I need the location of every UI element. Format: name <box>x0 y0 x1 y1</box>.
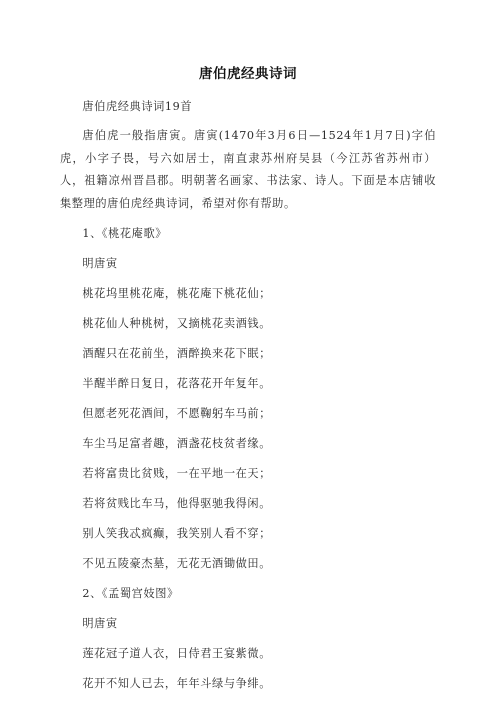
poem-line: 若将富贵比贫贱，一在平地一在天； <box>82 467 271 480</box>
poem-heading: 1、《桃花庵歌》 <box>82 227 168 240</box>
intro-paragraph: 唐伯虎一般指唐寅。唐寅(1470年3月6日—1524年1月7日)字伯虎，小字子畏，号六如居士，南直隶苏州府吴县（今江苏省苏州市）人，祖籍凉州晋昌郡。明朝著名画家、书法家、诗人。下面是本店铺收集整理的唐伯虎经典诗词，希望对你有帮助。 <box>60 129 436 210</box>
poem-author: 明唐寅 <box>82 257 118 270</box>
poem-line: 半醒半醉日复日，花落花开年复年。 <box>82 377 271 390</box>
poem-line: 莲花冠子道人衣，日侍君王宴紫微。 <box>82 647 271 660</box>
poem-line: 别人笑我忒疯癫，我笑别人看不穿； <box>82 527 271 540</box>
poem-line: 车尘马足富者趣，酒盏花枝贫者缘。 <box>82 437 271 450</box>
poem-line: 若将贫贱比车马，他得驱驰我得闲。 <box>82 497 271 510</box>
poem-line: 但愿老死花酒间，不愿鞠躬车马前； <box>82 407 271 420</box>
poem-heading: 2、《孟蜀宫妓图》 <box>82 587 179 600</box>
poem-line: 酒醒只在花前坐，酒醉换来花下眠； <box>82 347 271 360</box>
poem-line: 花开不知人已去，年年斗绿与争绯。 <box>82 677 271 690</box>
poem-line: 不见五陵豪杰墓，无花无酒锄做田。 <box>82 557 271 570</box>
poem-author: 明唐寅 <box>82 617 118 630</box>
poem-line: 桃花坞里桃花庵，桃花庵下桃花仙； <box>82 287 271 300</box>
document-title: 唐伯虎经典诗词 <box>199 66 297 82</box>
subtitle-line: 唐伯虎经典诗词19首 <box>82 100 193 113</box>
poem-line: 桃花仙人种桃树，又摘桃花卖酒钱。 <box>82 317 271 330</box>
document-body <box>60 95 436 695</box>
